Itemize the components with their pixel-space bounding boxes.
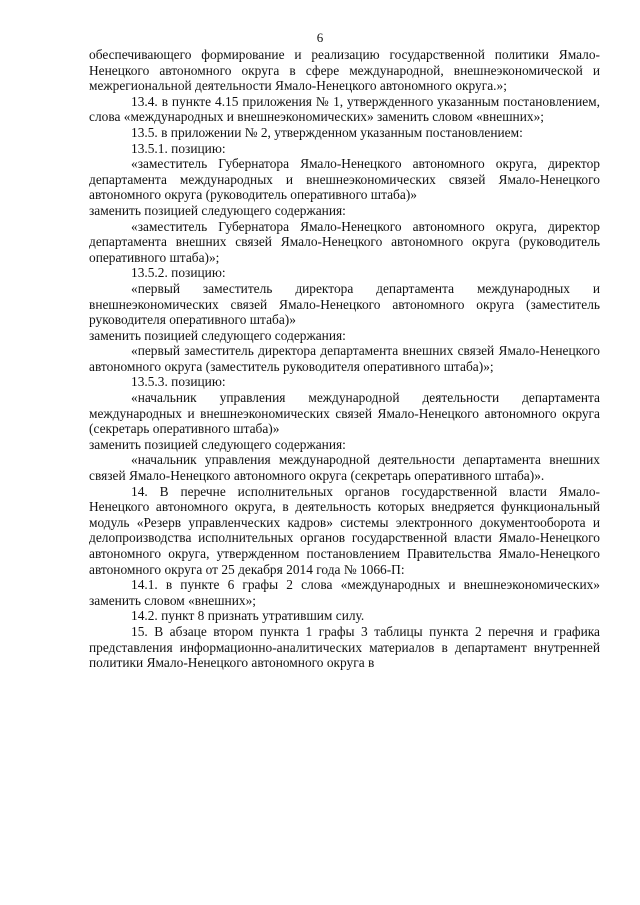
paragraph: 13.5.1. позицию: xyxy=(131,140,226,156)
paragraph: 13.4. в пункте 4.15 приложения № 1, утвержденного указанным постановлением, слова «международных и внешнеэкономических» заменить словом «внешних»; xyxy=(89,93,600,125)
paragraph: 15. В абзаце втором пункта 1 графы 3 таблицы пункта 2 перечня и графика представления информационно-аналитических материалов в департамент внутренней политики Ямало-Ненецкого автономного округа в xyxy=(89,623,600,671)
paragraph: заменить позицией следующего содержания: xyxy=(89,436,346,452)
paragraph: заменить позицией следующего содержания: xyxy=(89,202,346,218)
paragraph: обеспечивающего формирование и реализацию государственной политики Ямало-Ненецкого автономного округа в сфере международной, внешнеэкономической и межрегиональной деятельности Ямало-Ненецкого автономного округа.»; xyxy=(89,47,600,94)
paragraph: «первый заместитель директора департамента международных и внешнеэкономических связей Ямало-Ненецкого автономного округа (заместитель руководителя оперативного штаба)» xyxy=(89,280,600,328)
paragraph: «первый заместитель директора департамента внешних связей Ямало-Ненецкого автономного округа (заместитель руководителя оперативного штаба)»; xyxy=(89,343,600,374)
paragraph: «заместитель Губернатора Ямало-Ненецкого автономного округа, директор департамента международных и внешнеэкономических связей Ямало-Ненецкого автономного округа (руководитель оперативного штаба)» xyxy=(89,156,600,203)
paragraph: 14.1. в пункте 6 графы 2 слова «международных и внешнеэкономических» заменить словом «внешних»; xyxy=(89,577,600,608)
paragraph: «заместитель Губернатора Ямало-Ненецкого автономного округа, директор департамента внешних связей Ямало-Ненецкого автономного округа (руководитель оперативного штаба)»; xyxy=(89,218,600,265)
paragraph: 14. В перечне исполнительных органов государственной власти Ямало-Ненецкого автономного округа, в деятельность которых внедряется функциональный модуль «Резерв управленческих кадров» системы электронного документооборота и делопроизводства исполнительных органов государственной власти Ямало-Ненецкого автономного округа, утвержденном постановлением Правительства Ямало-Ненецкого автономного округа от 25 декабря 2014 года № 1066-П: xyxy=(89,483,600,577)
paragraph: «начальник управления международной деятельности департамента внешних связей Ямало-Ненецкого автономного округа (секретарь оперативного штаба)». xyxy=(89,452,600,484)
paragraph: заменить позицией следующего содержания: xyxy=(89,327,346,343)
document-body xyxy=(89,47,600,671)
paragraph: 14.2. пункт 8 признать утратившим силу. xyxy=(131,608,365,624)
paragraph: 13.5.2. позицию: xyxy=(131,265,226,281)
page-number: 6 xyxy=(316,30,324,45)
paragraph: 13.5. в приложении № 2, утвержденном указанным постановлением: xyxy=(131,124,523,140)
paragraph: 13.5.3. позицию: xyxy=(131,374,226,390)
paragraph: «начальник управления международной деятельности департамента международных и внешнеэкономических связей Ямало-Ненецкого автономного округа (секретарь оперативного штаба)» xyxy=(89,390,600,437)
